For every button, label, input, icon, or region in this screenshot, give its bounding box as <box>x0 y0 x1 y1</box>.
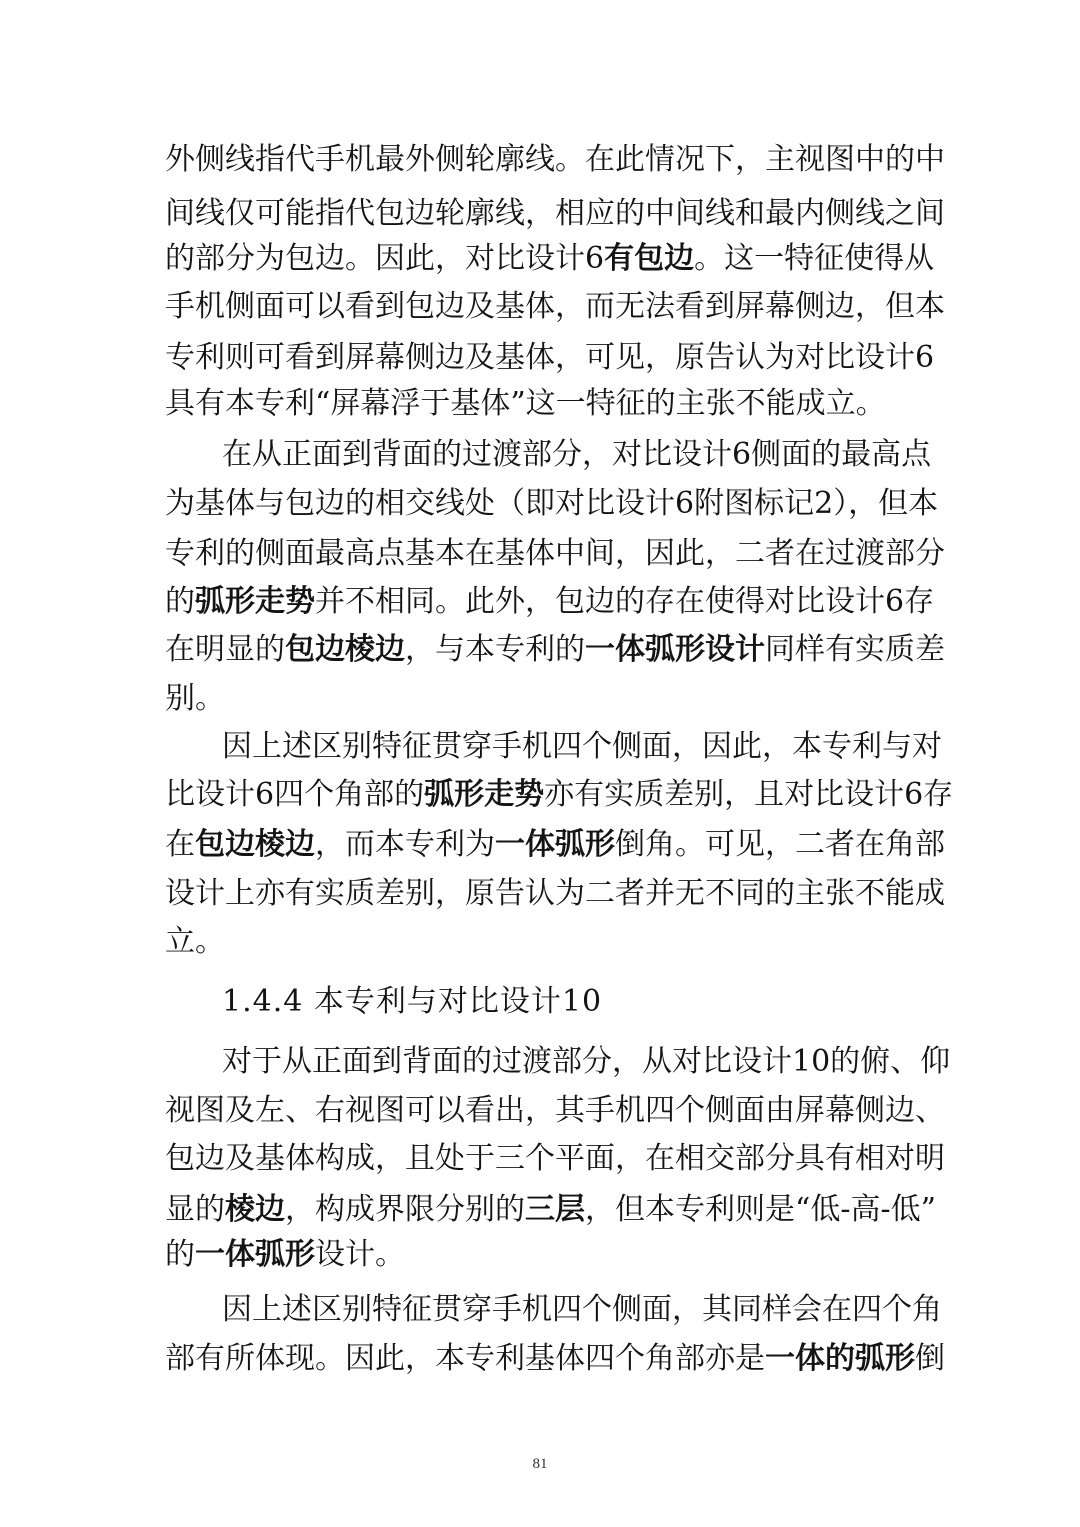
text-line: 比设计6四个角部的弧形走势亦有实质差别，且对比设计6存 <box>165 777 954 812</box>
paragraph-first-line: 因上述区别特征贯穿手机四个侧面，因此，本专利与对 <box>222 729 942 764</box>
bold-text: 弧形走势 <box>424 777 545 812</box>
text-line: 在包边棱边，而本专利为一体弧形倒角。可见，二者在角部 <box>165 827 945 862</box>
text-line: 专利则可看到屏幕侧边及基体，可见，原告认为对比设计6 <box>165 340 935 375</box>
section-heading: 1.4.4 本专利与对比设计10 <box>222 984 603 1019</box>
text-line: 在明显的包边棱边，与本专利的一体弧形设计同样有实质差 <box>165 632 945 667</box>
text-line: 为基体与包边的相交线处（即对比设计6附图标记2），但本 <box>165 486 939 521</box>
bold-text: 包边棱边 <box>285 632 405 667</box>
bold-text: 一体弧形设计 <box>585 632 765 667</box>
text-line: 显的棱边，构成界限分别的三层，但本专利则是“低-高-低” <box>165 1192 936 1227</box>
text-line: 专利的侧面最高点基本在基体中间，因此，二者在过渡部分 <box>165 536 945 571</box>
page-number: 81 <box>532 1456 548 1472</box>
text-line: 手机侧面可以看到包边及基体，而无法看到屏幕侧边，但本 <box>165 289 945 324</box>
bold-text: 有包边 <box>604 241 695 276</box>
text-line: 的一体弧形设计。 <box>165 1237 405 1272</box>
text-line: 外侧线指代手机最外侧轮廓线。在此情况下，主视图中的中 <box>165 142 945 177</box>
text-line: 视图及左、右视图可以看出，其手机四个侧面由屏幕侧边、 <box>165 1093 945 1128</box>
text-line: 包边及基体构成，且处于三个平面，在相交部分具有相对明 <box>165 1141 945 1176</box>
paragraph-first-line: 对于从正面到背面的过渡部分，从对比设计10的俯、仰 <box>222 1044 951 1079</box>
bold-text: 棱边 <box>225 1192 285 1227</box>
paragraph-first-line: 因上述区别特征贯穿手机四个侧面，其同样会在四个角 <box>222 1292 942 1327</box>
text-line: 设计上亦有实质差别，原告认为二者并无不同的主张不能成 <box>165 876 945 911</box>
bold-text: 一体弧形 <box>495 827 615 862</box>
text-line: 的部分为包边。因此，对比设计6有包边。这一特征使得从 <box>165 241 935 276</box>
bold-text: 包边棱边 <box>195 827 315 862</box>
bold-text: 一体的弧形 <box>765 1341 915 1376</box>
bold-text: 三层 <box>525 1192 585 1227</box>
bold-text: 一体弧形 <box>195 1237 315 1272</box>
text-line: 的弧形走势并不相同。此外，包边的存在使得对比设计6存 <box>165 584 935 619</box>
text-line: 立。 <box>165 924 225 959</box>
bold-text: 弧形走势 <box>195 584 315 619</box>
text-line: 部有所体现。因此，本专利基体四个角部亦是一体的弧形倒 <box>165 1341 945 1376</box>
paragraph-first-line: 在从正面到背面的过渡部分，对比设计6侧面的最高点 <box>222 437 932 472</box>
text-line: 别。 <box>165 681 225 716</box>
text-line: 间线仅可能指代包边轮廓线，相应的中间线和最内侧线之间 <box>165 196 945 231</box>
text-line: 具有本专利“屏幕浮于基体”这一特征的主张不能成立。 <box>165 386 886 421</box>
